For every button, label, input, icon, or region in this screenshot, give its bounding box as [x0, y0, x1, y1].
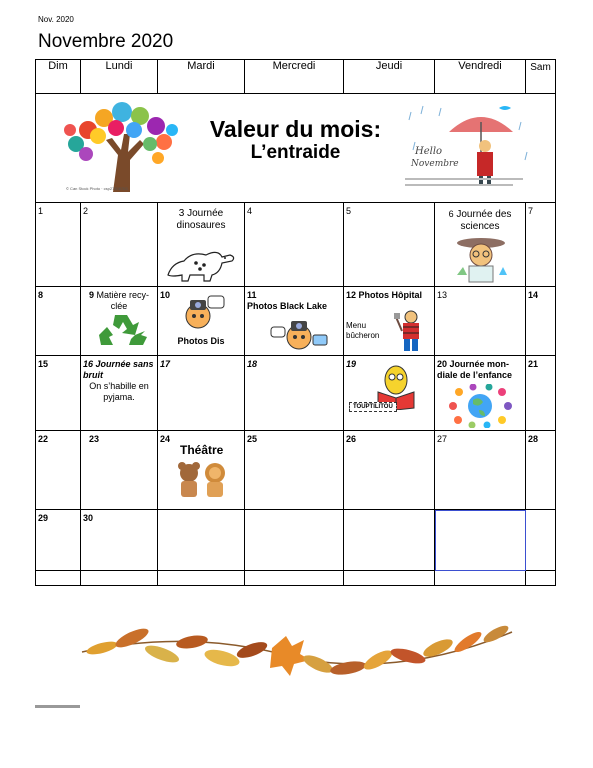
header-fri: Vendredi [435, 60, 526, 94]
autumn-leaves-decoration [72, 608, 520, 698]
small-date: Nov. 2020 [38, 15, 74, 24]
day-cell[interactable] [36, 287, 81, 356]
day-cell-empty[interactable] [245, 510, 344, 571]
day-number: 25 [247, 434, 258, 444]
week-row [36, 510, 556, 571]
day-cell[interactable] [245, 287, 344, 356]
event-label: Théâtre [180, 443, 224, 457]
event-title: Journée sans bruit [83, 359, 154, 380]
recycle-icon [91, 313, 151, 349]
day-cell[interactable] [81, 203, 158, 287]
day-cell[interactable] [36, 203, 81, 287]
day-cell[interactable] [344, 203, 435, 287]
children-world-icon [445, 384, 515, 428]
day-cell[interactable] [526, 431, 556, 510]
gray-bar-decoration [35, 705, 80, 708]
touptilitou-badge: TOUPTILITOU [349, 402, 397, 412]
day-cell[interactable] [526, 203, 556, 287]
day-number: 9 [88, 290, 94, 300]
day-cell-empty[interactable] [81, 571, 158, 586]
weekday-header-row [36, 60, 556, 94]
day-number: 16 [83, 359, 94, 369]
day-cell[interactable] [81, 287, 158, 356]
day-cell[interactable] [81, 431, 158, 510]
day-cell-empty[interactable] [344, 510, 435, 571]
day-cell[interactable] [81, 356, 158, 431]
day-number: 28 [528, 434, 539, 444]
day-number: 17 [160, 359, 171, 369]
week-row [36, 356, 556, 431]
day-number: 8 [38, 290, 44, 300]
day-cell-empty[interactable] [344, 571, 435, 586]
day-number: 27 [437, 434, 448, 444]
day-cell[interactable] [344, 287, 435, 356]
week-row-empty [36, 571, 556, 586]
calendar-table [35, 59, 556, 586]
day-number: 23 [89, 434, 100, 444]
banner-title: Valeur du mois: [209, 116, 382, 142]
day-cell[interactable] [344, 356, 435, 431]
day-cell-empty[interactable] [245, 571, 344, 586]
week-row [36, 287, 556, 356]
day-number: 1 [38, 206, 44, 216]
day-cell-empty[interactable] [435, 571, 526, 586]
week-row [36, 431, 556, 510]
day-number: 21 [528, 359, 539, 369]
day-number: 14 [528, 290, 539, 300]
day-cell[interactable] [435, 203, 526, 287]
tree-caption: © Can Stock Photo · csp27506763 [66, 186, 128, 191]
event-label: Photos Dis [177, 336, 225, 346]
day-number: 24 [160, 434, 171, 444]
day-cell[interactable] [526, 356, 556, 431]
day-cell[interactable] [36, 356, 81, 431]
day-cell[interactable] [245, 356, 344, 431]
day-cell[interactable] [158, 356, 245, 431]
day-number: 15 [38, 359, 49, 369]
day-number: 10 [160, 290, 171, 300]
event-label: Journée des sciences [456, 209, 512, 232]
svg-text:Hello: Hello [415, 146, 443, 157]
day-number: 7 [528, 206, 534, 216]
day-cell[interactable] [245, 431, 344, 510]
day-cell[interactable] [245, 203, 344, 287]
header-tue: Mardi [158, 60, 245, 94]
day-cell[interactable] [81, 510, 158, 571]
day-number: 13 [437, 290, 448, 300]
day-cell[interactable] [158, 287, 245, 356]
puppets-icon [174, 461, 230, 499]
day-cell[interactable] [158, 203, 245, 287]
header-wed: Mercredi [245, 60, 344, 94]
day-cell[interactable] [36, 431, 81, 510]
day-number: 4 [247, 206, 253, 216]
day-number: 18 [247, 359, 258, 369]
day-cell-empty[interactable] [158, 571, 245, 586]
day-number: 19 [346, 359, 357, 369]
camera-mascot-icon [269, 313, 329, 351]
header-mon: Lundi [81, 60, 158, 94]
selected-day-cell[interactable] [435, 510, 526, 571]
event-label: Matière recy-clée [96, 290, 150, 311]
day-number-event: 12 Photos Hôpital [346, 290, 423, 300]
day-cell-empty[interactable] [526, 510, 556, 571]
dinosaur-icon [162, 245, 242, 283]
banner-subtitle: L’entraide [250, 142, 341, 163]
camera-mascot-icon [180, 294, 226, 330]
value-of-month-banner [36, 94, 556, 203]
event-label: Menu bûcheron [346, 321, 380, 340]
day-cell[interactable] [36, 510, 81, 571]
event-label: Journée dinosaures [176, 208, 226, 231]
day-number: 11 [247, 290, 257, 300]
scientist-icon [449, 235, 513, 283]
day-cell[interactable] [344, 431, 435, 510]
header-sun: Dim [36, 60, 81, 94]
day-cell-empty[interactable] [526, 571, 556, 586]
day-number: 5 [346, 206, 352, 216]
umbrella-rain-illustration [401, 102, 535, 194]
day-number: 6 [448, 209, 454, 219]
month-title: Novembre 2020 [38, 31, 174, 52]
day-number: 22 [38, 434, 49, 444]
day-cell-empty[interactable] [158, 510, 245, 571]
day-cell[interactable] [435, 356, 526, 431]
svg-text:Novembre: Novembre [411, 159, 459, 169]
day-cell[interactable] [435, 287, 526, 356]
header-thu: Jeudi [344, 60, 435, 94]
day-cell[interactable] [158, 431, 245, 510]
event-label: Photos Black Lake [247, 301, 328, 311]
day-number: 26 [346, 434, 357, 444]
event-label: On s’habille en pyjama. [89, 381, 149, 402]
day-cell[interactable] [435, 431, 526, 510]
day-cell-empty[interactable] [36, 571, 81, 586]
day-number: 29 [38, 513, 49, 523]
day-number: 30 [83, 513, 94, 523]
day-number-event: 20 Journée mon-diale de l’enfance [437, 359, 513, 380]
header-sat: Sam [526, 60, 556, 94]
day-number: 3 [178, 208, 185, 219]
week-row [36, 203, 556, 287]
day-number: 2 [83, 206, 89, 216]
day-cell[interactable] [526, 287, 556, 356]
lumberjack-icon [394, 309, 428, 353]
